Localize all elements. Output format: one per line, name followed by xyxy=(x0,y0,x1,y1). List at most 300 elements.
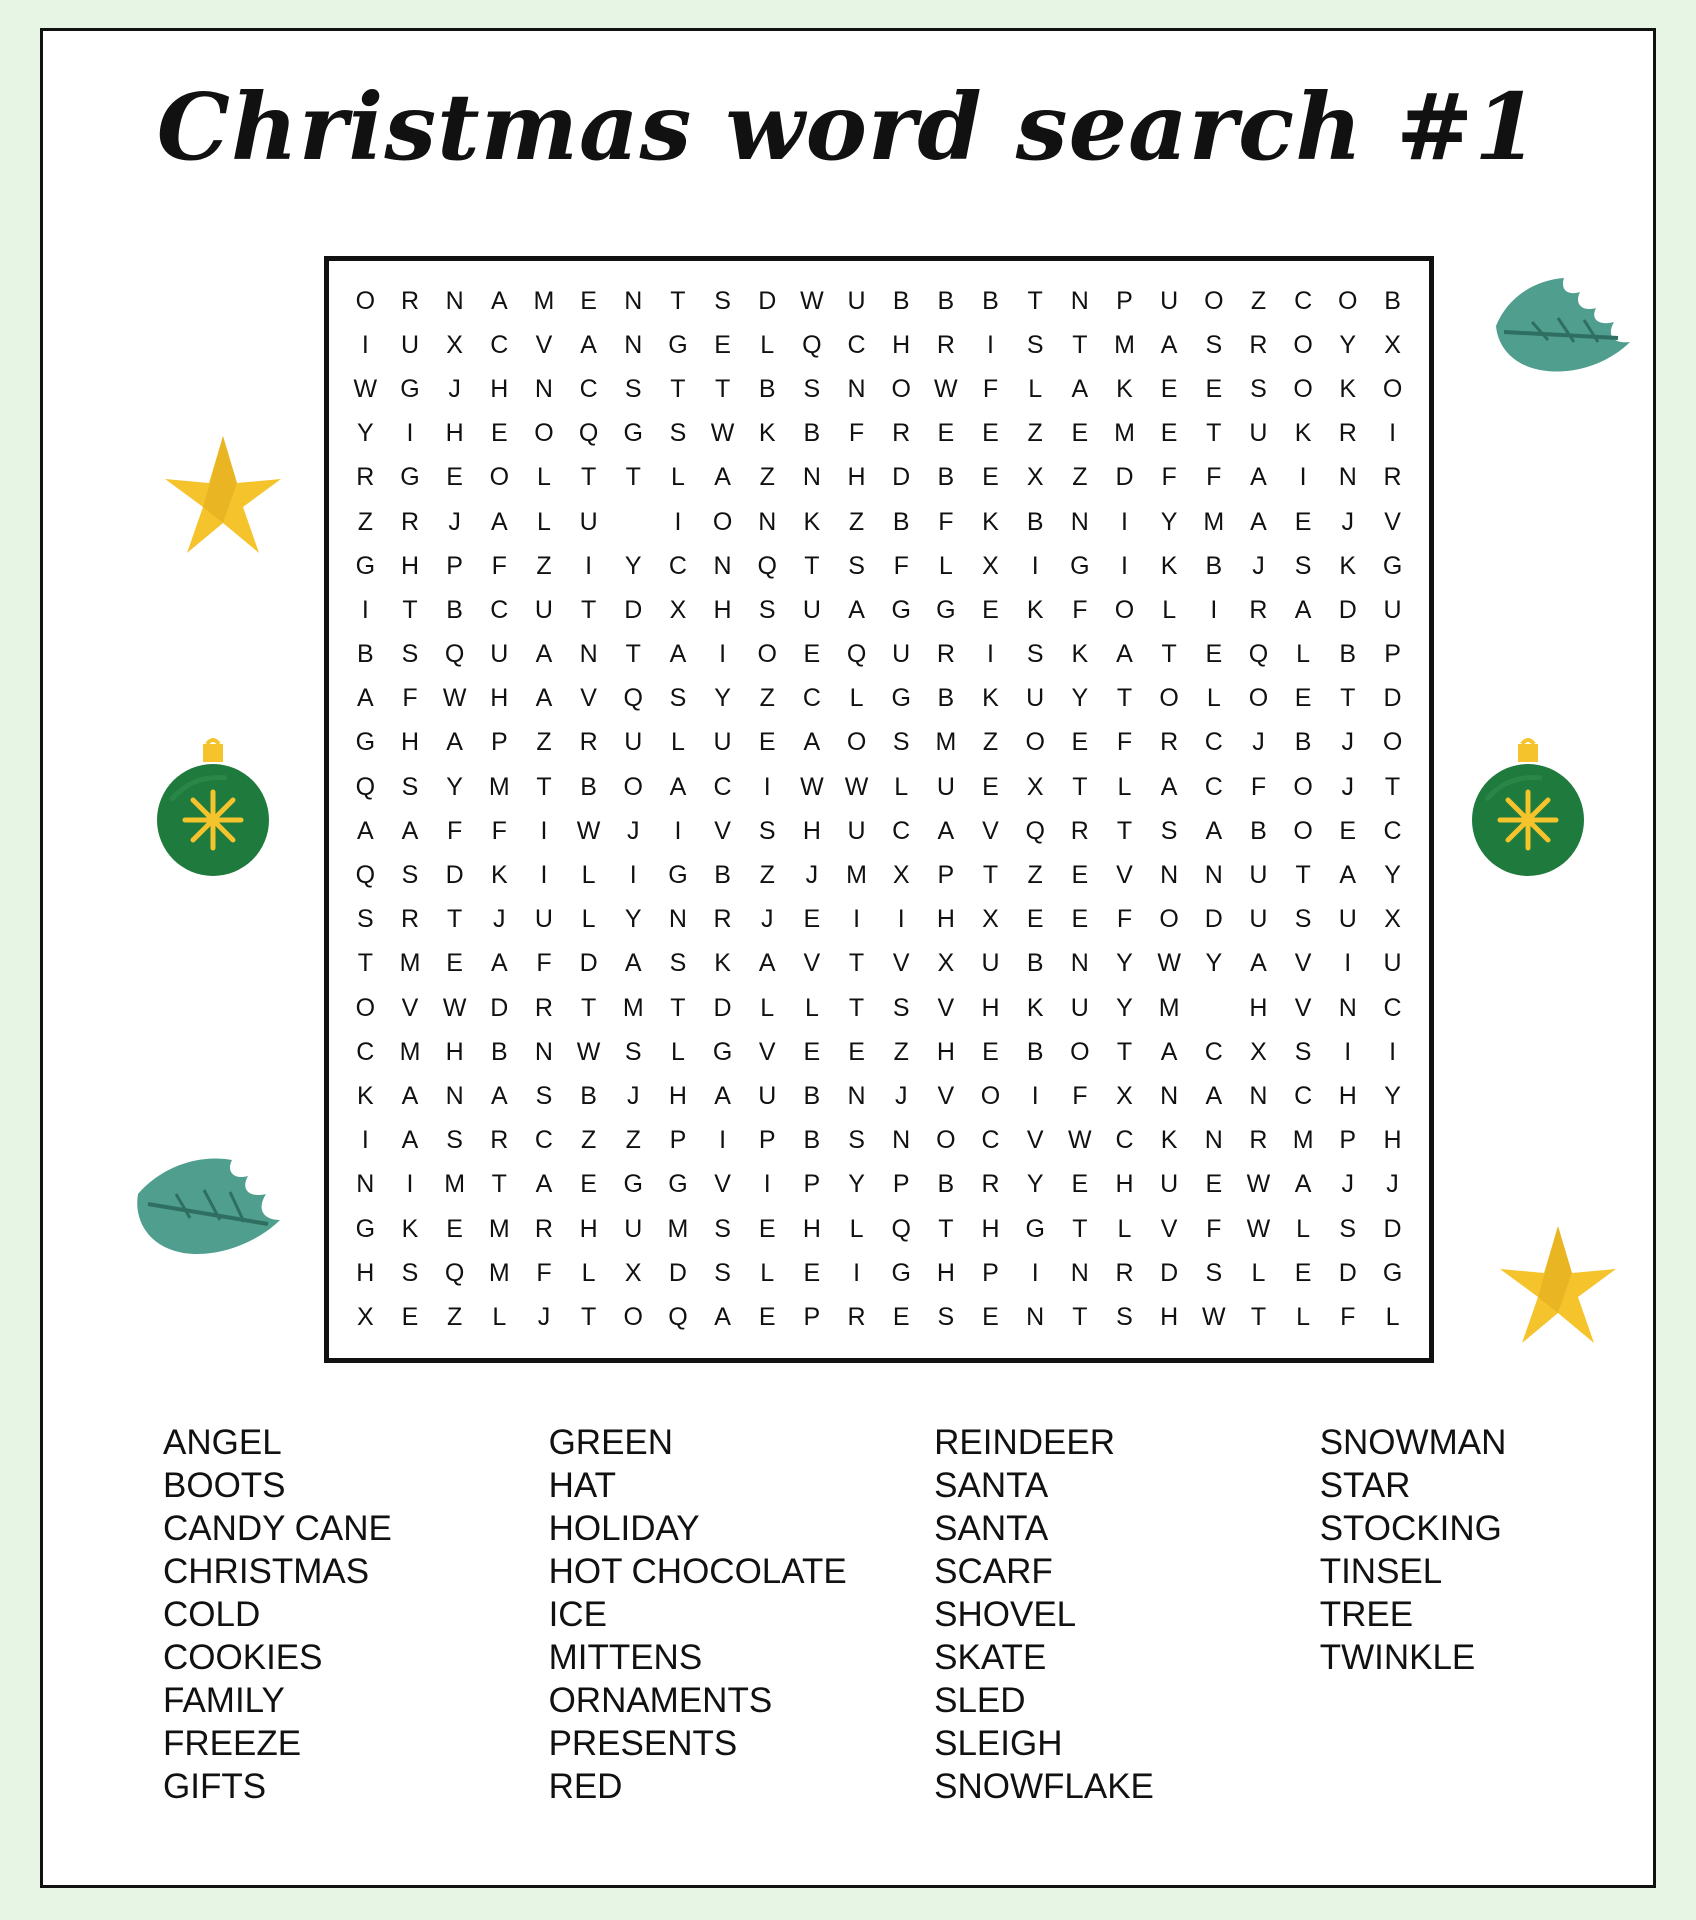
letter-cell[interactable]: E xyxy=(401,1302,419,1331)
letter-cell[interactable]: W xyxy=(576,816,601,845)
letter-cell[interactable]: M xyxy=(846,861,867,890)
letter-cell[interactable]: H xyxy=(490,684,509,713)
letter-cell[interactable]: F xyxy=(491,551,507,580)
letter-cell[interactable]: P xyxy=(892,1170,910,1199)
letter-cell[interactable] xyxy=(1191,986,1236,1030)
letter-cell[interactable]: Z xyxy=(536,551,552,580)
letter-cell[interactable]: N xyxy=(758,507,777,536)
letter-cell[interactable]: S xyxy=(1294,905,1312,934)
letter-cell[interactable]: O xyxy=(1248,684,1269,713)
letter-cell[interactable]: L xyxy=(760,1258,775,1287)
letter-cell[interactable]: L xyxy=(1117,1214,1132,1243)
letter-cell[interactable]: E xyxy=(1071,419,1089,448)
letter-cell[interactable]: K xyxy=(982,684,999,713)
letter-cell[interactable]: K xyxy=(1026,595,1044,624)
letter-cell[interactable]: L xyxy=(1296,1214,1311,1243)
letter-cell[interactable]: E xyxy=(446,1214,463,1243)
letter-cell[interactable]: U xyxy=(981,949,1000,978)
letter-cell[interactable]: Q xyxy=(355,861,376,890)
letter-cell[interactable]: A xyxy=(535,1170,553,1199)
letter-cell[interactable]: D xyxy=(1338,595,1357,624)
letter-cell[interactable]: X xyxy=(624,1258,642,1287)
letter-cell[interactable]: S xyxy=(1026,640,1044,669)
letter-cell[interactable]: I xyxy=(1031,1081,1039,1110)
letter-cell[interactable]: I xyxy=(719,1126,727,1155)
letter-cell[interactable]: V xyxy=(1160,1214,1178,1243)
letter-cell[interactable]: B xyxy=(892,507,910,536)
letter-cell[interactable]: E xyxy=(490,419,508,448)
letter-cell[interactable]: A xyxy=(490,507,508,536)
letter-cell[interactable]: C xyxy=(1204,728,1223,757)
letter-cell[interactable]: J xyxy=(1341,507,1355,536)
letter-cell[interactable]: H xyxy=(1115,1170,1134,1199)
letter-cell[interactable]: A xyxy=(937,816,955,845)
letter-cell[interactable]: C xyxy=(847,330,866,359)
letter-cell[interactable]: T xyxy=(580,1302,597,1331)
letter-cell[interactable]: M xyxy=(622,993,644,1022)
letter-cell[interactable]: R xyxy=(1338,419,1357,448)
letter-cell[interactable]: S xyxy=(892,728,910,757)
letter-cell[interactable]: K xyxy=(1026,993,1044,1022)
letter-cell[interactable]: T xyxy=(714,374,731,403)
word-list-item[interactable]: HAT xyxy=(548,1466,616,1505)
letter-cell[interactable]: M xyxy=(533,286,555,315)
letter-cell[interactable]: I xyxy=(1389,419,1397,448)
word-list-item[interactable]: RED xyxy=(548,1767,623,1806)
word-list-item[interactable]: SANTA xyxy=(934,1466,1049,1505)
letter-cell[interactable]: L xyxy=(849,1214,864,1243)
letter-cell[interactable]: D xyxy=(1383,684,1402,713)
letter-cell[interactable]: H xyxy=(1249,993,1268,1022)
letter-cell[interactable]: I xyxy=(540,816,548,845)
letter-cell[interactable]: H xyxy=(713,595,732,624)
letter-cell[interactable]: E xyxy=(580,1170,597,1199)
letter-cell[interactable]: L xyxy=(938,551,953,580)
letter-cell[interactable]: L xyxy=(804,993,819,1022)
letter-cell[interactable]: U xyxy=(847,816,866,845)
letter-cell[interactable]: K xyxy=(490,861,508,890)
letter-cell[interactable]: R xyxy=(981,1170,1000,1199)
letter-cell[interactable]: M xyxy=(1114,419,1135,448)
letter-cell[interactable]: T xyxy=(580,463,597,492)
letter-cell[interactable]: A xyxy=(535,684,553,713)
letter-cell[interactable]: X xyxy=(1250,1037,1267,1066)
letter-cell[interactable]: Q xyxy=(444,640,465,669)
letter-cell[interactable]: I xyxy=(763,1170,771,1199)
letter-cell[interactable]: O xyxy=(1382,728,1403,757)
letter-cell[interactable]: H xyxy=(981,1214,1000,1243)
letter-cell[interactable]: I xyxy=(853,905,861,934)
letter-cell[interactable]: F xyxy=(1206,463,1222,492)
letter-cell[interactable]: B xyxy=(937,463,955,492)
letter-cell[interactable]: N xyxy=(1070,507,1089,536)
letter-cell[interactable]: B xyxy=(490,1037,508,1066)
word-search-grid[interactable] xyxy=(324,256,1434,1363)
letter-cell[interactable]: J xyxy=(805,861,819,890)
letter-cell[interactable]: S xyxy=(1339,1214,1357,1243)
letter-cell[interactable]: G xyxy=(1070,551,1090,580)
letter-cell[interactable]: S xyxy=(714,286,731,315)
letter-cell[interactable]: Q xyxy=(623,684,643,713)
letter-cell[interactable]: H xyxy=(490,374,509,403)
letter-cell[interactable]: R xyxy=(847,1302,866,1331)
letter-cell[interactable]: J xyxy=(627,1081,640,1110)
letter-cell[interactable]: I xyxy=(361,330,369,359)
letter-cell[interactable]: W xyxy=(1201,1302,1226,1331)
letter-cell[interactable]: X xyxy=(982,905,999,934)
letter-cell[interactable]: C xyxy=(668,551,687,580)
letter-cell[interactable]: X xyxy=(669,595,687,624)
letter-cell[interactable]: B xyxy=(937,684,955,713)
letter-cell[interactable]: E xyxy=(1026,905,1044,934)
letter-cell[interactable]: N xyxy=(1160,1081,1179,1110)
letter-cell[interactable]: F xyxy=(1072,595,1088,624)
letter-cell[interactable]: E xyxy=(758,728,776,757)
letter-cell[interactable]: S xyxy=(624,374,642,403)
letter-cell[interactable]: O xyxy=(1114,595,1135,624)
letter-cell[interactable]: C xyxy=(579,374,598,403)
letter-cell[interactable]: L xyxy=(1028,374,1043,403)
letter-cell[interactable]: J xyxy=(1252,728,1265,757)
letter-cell[interactable]: S xyxy=(401,772,419,801)
letter-cell[interactable]: S xyxy=(758,816,776,845)
letter-cell[interactable]: S xyxy=(401,861,419,890)
letter-cell[interactable]: L xyxy=(760,330,775,359)
letter-cell[interactable]: A xyxy=(714,1081,731,1110)
letter-cell[interactable]: R xyxy=(1249,1126,1268,1155)
letter-cell[interactable]: U xyxy=(1249,861,1268,890)
letter-cell[interactable]: W xyxy=(710,419,735,448)
letter-cell[interactable]: I xyxy=(674,507,682,536)
letter-cell[interactable]: O xyxy=(1293,374,1313,403)
letter-cell[interactable]: T xyxy=(357,949,373,978)
letter-cell[interactable]: L xyxy=(1296,1302,1311,1331)
letter-cell[interactable]: U xyxy=(758,1081,777,1110)
letter-cell[interactable]: T xyxy=(1295,861,1311,890)
letter-cell[interactable]: N xyxy=(445,286,464,315)
letter-cell[interactable]: H xyxy=(981,993,1000,1022)
letter-cell[interactable]: B xyxy=(803,1081,821,1110)
letter-cell[interactable]: B xyxy=(1026,1037,1044,1066)
letter-cell[interactable]: D xyxy=(1338,1258,1357,1287)
letter-cell[interactable]: J xyxy=(894,1081,908,1110)
letter-cell[interactable]: C xyxy=(1383,816,1402,845)
letter-cell[interactable]: Z xyxy=(1250,286,1267,315)
letter-cell[interactable]: O xyxy=(1070,1037,1090,1066)
letter-cell[interactable]: U xyxy=(1249,905,1268,934)
letter-cell[interactable]: B xyxy=(803,419,821,448)
letter-cell[interactable]: F xyxy=(982,374,999,403)
letter-cell[interactable]: K xyxy=(1071,640,1089,669)
letter-cell[interactable]: M xyxy=(488,772,510,801)
letter-cell[interactable]: E xyxy=(1160,419,1178,448)
letter-cell[interactable]: U xyxy=(1338,905,1357,934)
letter-cell[interactable]: C xyxy=(356,1037,375,1066)
letter-cell[interactable]: Y xyxy=(714,684,731,713)
letter-cell[interactable]: O xyxy=(534,419,554,448)
word-list-item[interactable]: CANDY CANE xyxy=(163,1509,392,1548)
letter-cell[interactable]: A xyxy=(1294,595,1312,624)
letter-cell[interactable]: U xyxy=(1383,949,1402,978)
letter-cell[interactable]: R xyxy=(400,286,420,315)
letter-cell[interactable]: W xyxy=(442,993,467,1022)
letter-cell[interactable]: Q xyxy=(891,1214,911,1243)
letter-cell[interactable]: G xyxy=(355,728,376,757)
letter-cell[interactable]: Z xyxy=(580,1126,597,1155)
letter-cell[interactable]: O xyxy=(1293,816,1313,845)
letter-cell[interactable]: U xyxy=(579,507,598,536)
letter-cell[interactable]: S xyxy=(892,993,910,1022)
letter-cell[interactable]: O xyxy=(980,1081,1001,1110)
letter-cell[interactable]: M xyxy=(1292,1126,1314,1155)
letter-cell[interactable]: P xyxy=(1339,1126,1357,1155)
letter-cell[interactable]: F xyxy=(938,507,954,536)
letter-cell[interactable]: E xyxy=(714,330,731,359)
letter-cell[interactable]: T xyxy=(1250,1302,1267,1331)
letter-cell[interactable]: B xyxy=(580,1081,597,1110)
letter-cell[interactable]: J xyxy=(1341,1170,1355,1199)
word-list-item[interactable]: TREE xyxy=(1319,1595,1414,1634)
letter-cell[interactable]: K xyxy=(758,419,776,448)
letter-cell[interactable]: Y xyxy=(1071,684,1089,713)
letter-cell[interactable]: F xyxy=(1072,1081,1088,1110)
word-list-item[interactable]: COOKIES xyxy=(163,1638,323,1677)
letter-cell[interactable]: L xyxy=(581,861,596,890)
letter-cell[interactable]: U xyxy=(624,728,643,757)
letter-cell[interactable]: E xyxy=(982,772,999,801)
letter-cell[interactable]: S xyxy=(1294,551,1312,580)
letter-cell[interactable]: H xyxy=(936,1258,955,1287)
letter-cell[interactable]: Z xyxy=(625,1126,641,1155)
letter-cell[interactable]: S xyxy=(714,1258,731,1287)
letter-cell[interactable]: I xyxy=(585,551,593,580)
letter-cell[interactable]: R xyxy=(490,1126,509,1155)
letter-cell[interactable]: L xyxy=(1251,1258,1266,1287)
letter-cell[interactable]: I xyxy=(674,816,682,845)
letter-cell[interactable]: V xyxy=(982,816,999,845)
letter-cell[interactable]: F xyxy=(893,551,909,580)
letter-cell[interactable]: P xyxy=(669,1126,687,1155)
letter-cell[interactable]: P xyxy=(758,1126,776,1155)
letter-cell[interactable]: E xyxy=(937,419,955,448)
word-list-item[interactable]: FAMILY xyxy=(163,1681,285,1720)
letter-cell[interactable]: Q xyxy=(444,1258,465,1287)
letter-cell[interactable]: W xyxy=(353,374,378,403)
letter-cell[interactable]: G xyxy=(623,419,643,448)
letter-cell[interactable]: L xyxy=(1206,684,1221,713)
letter-cell[interactable]: F xyxy=(491,816,507,845)
letter-cell[interactable]: R xyxy=(936,640,955,669)
letter-cell[interactable]: Z xyxy=(1027,861,1043,890)
letter-cell[interactable]: C xyxy=(490,595,509,624)
letter-cell[interactable]: Y xyxy=(1116,993,1133,1022)
letter-cell[interactable]: L xyxy=(670,1037,685,1066)
letter-cell[interactable]: H xyxy=(579,1214,598,1243)
letter-cell[interactable]: N xyxy=(1249,1081,1268,1110)
letter-cell[interactable]: Q xyxy=(578,419,599,448)
letter-cell[interactable]: W xyxy=(576,1037,601,1066)
letter-cell[interactable]: S xyxy=(669,684,687,713)
letter-cell[interactable]: J xyxy=(448,507,461,536)
letter-cell[interactable]: W xyxy=(800,286,824,315)
word-list-item[interactable]: STAR xyxy=(1319,1466,1411,1505)
letter-cell[interactable]: Q xyxy=(802,330,822,359)
word-list-item[interactable]: GIFTS xyxy=(163,1767,267,1806)
letter-cell[interactable]: H xyxy=(892,330,911,359)
letter-cell[interactable]: O xyxy=(1025,728,1045,757)
letter-cell[interactable]: F xyxy=(1250,772,1267,801)
letter-cell[interactable]: J xyxy=(1341,772,1355,801)
letter-cell[interactable]: S xyxy=(848,551,865,580)
letter-cell[interactable]: Y xyxy=(1160,507,1178,536)
letter-cell[interactable]: N xyxy=(624,330,643,359)
letter-cell[interactable]: V xyxy=(937,1081,955,1110)
letter-cell[interactable]: N xyxy=(1204,861,1223,890)
letter-cell[interactable]: M xyxy=(488,1214,510,1243)
word-list-item[interactable]: GREEN xyxy=(548,1423,674,1462)
letter-cell[interactable]: H xyxy=(445,1037,464,1066)
letter-cell[interactable]: P xyxy=(490,728,508,757)
letter-cell[interactable]: Z xyxy=(982,728,999,757)
letter-cell[interactable]: T xyxy=(1206,419,1222,448)
letter-cell[interactable]: T xyxy=(1161,640,1177,669)
letter-cell[interactable]: X xyxy=(1026,772,1044,801)
letter-cell[interactable]: Z xyxy=(759,861,775,890)
letter-cell[interactable]: U xyxy=(624,1214,643,1243)
letter-cell[interactable]: D xyxy=(490,993,509,1022)
letter-cell[interactable]: I xyxy=(1121,507,1128,536)
letter-cell[interactable]: R xyxy=(579,728,598,757)
letter-cell[interactable]: V xyxy=(401,993,419,1022)
letter-cell[interactable]: U xyxy=(490,640,509,669)
letter-cell[interactable]: O xyxy=(936,1126,956,1155)
letter-cell[interactable]: A xyxy=(1160,330,1178,359)
letter-cell[interactable]: W xyxy=(1157,949,1181,978)
letter-cell[interactable]: I xyxy=(719,640,727,669)
letter-cell[interactable]: S xyxy=(848,1126,865,1155)
letter-cell[interactable]: M xyxy=(1203,507,1225,536)
word-list-item[interactable]: HOLIDAY xyxy=(548,1509,700,1548)
letter-cell[interactable]: S xyxy=(1116,1302,1133,1331)
letter-cell[interactable]: Z xyxy=(447,1302,463,1331)
letter-cell[interactable]: N xyxy=(1338,993,1357,1022)
letter-cell[interactable]: B xyxy=(892,286,910,315)
letter-cell[interactable]: N xyxy=(802,463,821,492)
letter-cell[interactable]: A xyxy=(1294,1170,1312,1199)
letter-cell[interactable]: R xyxy=(400,507,420,536)
word-list-item[interactable]: TWINKLE xyxy=(1319,1638,1476,1677)
letter-cell[interactable]: H xyxy=(1160,1302,1179,1331)
letter-cell[interactable]: N xyxy=(1338,463,1357,492)
letter-cell[interactable]: J xyxy=(627,816,640,845)
letter-cell[interactable]: Q xyxy=(668,1302,688,1331)
letter-cell[interactable]: E xyxy=(758,1214,776,1243)
letter-cell[interactable]: K xyxy=(714,949,731,978)
letter-cell[interactable]: E xyxy=(1071,861,1089,890)
letter-cell[interactable]: A xyxy=(356,684,374,713)
letter-cell[interactable]: U xyxy=(1383,595,1402,624)
letter-cell[interactable]: T xyxy=(1072,772,1088,801)
letter-cell[interactable]: T xyxy=(670,993,686,1022)
letter-cell[interactable]: R xyxy=(1249,330,1268,359)
letter-cell[interactable]: E xyxy=(803,1258,821,1287)
letter-cell[interactable]: V xyxy=(535,330,553,359)
letter-cell[interactable]: N xyxy=(847,374,866,403)
letter-cell[interactable]: T xyxy=(1384,772,1401,801)
letter-cell[interactable]: T xyxy=(580,595,597,624)
letter-cell[interactable]: T xyxy=(402,595,418,624)
letter-cell[interactable]: R xyxy=(713,905,732,934)
letter-cell[interactable]: S xyxy=(1160,816,1178,845)
letter-cell[interactable]: S xyxy=(1205,330,1223,359)
letter-cell[interactable]: T xyxy=(1116,684,1133,713)
letter-cell[interactable]: T xyxy=(1072,330,1088,359)
letter-cell[interactable]: V xyxy=(714,816,731,845)
letter-cell[interactable]: E xyxy=(892,1302,910,1331)
letter-cell[interactable]: S xyxy=(401,1258,419,1287)
letter-cell[interactable]: B xyxy=(982,286,999,315)
letter-cell[interactable]: A xyxy=(1339,861,1357,890)
letter-cell[interactable]: I xyxy=(406,1170,414,1199)
letter-cell[interactable]: O xyxy=(355,993,376,1022)
word-list-item[interactable]: SNOWMAN xyxy=(1319,1423,1507,1462)
letter-cell[interactable]: Y xyxy=(1116,949,1133,978)
letter-cell[interactable]: U xyxy=(936,772,955,801)
letter-cell[interactable]: N xyxy=(534,374,553,403)
letter-cell[interactable]: G xyxy=(712,1037,733,1066)
letter-cell[interactable]: I xyxy=(987,640,994,669)
letter-cell[interactable]: W xyxy=(934,374,958,403)
letter-cell[interactable]: F xyxy=(1116,728,1133,757)
letter-cell[interactable]: H xyxy=(1338,1081,1357,1110)
letter-cell[interactable]: E xyxy=(1294,507,1312,536)
letter-cell[interactable]: F xyxy=(402,684,418,713)
letter-cell[interactable]: N xyxy=(1070,1258,1089,1287)
letter-cell[interactable]: O xyxy=(757,640,777,669)
letter-cell[interactable]: R xyxy=(1249,595,1268,624)
letter-cell[interactable]: N xyxy=(847,1081,866,1110)
letter-cell[interactable]: B xyxy=(1339,640,1357,669)
letter-cell[interactable]: K xyxy=(982,507,999,536)
letter-cell[interactable]: F xyxy=(848,419,865,448)
letter-cell[interactable]: U xyxy=(1249,419,1268,448)
letter-cell[interactable]: T xyxy=(848,993,865,1022)
letter-cell[interactable]: D xyxy=(1204,905,1223,934)
letter-cell[interactable]: A xyxy=(446,728,463,757)
letter-cell[interactable] xyxy=(611,500,656,544)
letter-cell[interactable]: N xyxy=(713,551,732,580)
letter-cell[interactable]: G xyxy=(891,595,911,624)
letter-cell[interactable]: X xyxy=(1384,905,1401,934)
letter-cell[interactable]: G xyxy=(891,1258,911,1287)
letter-cell[interactable]: N xyxy=(1070,286,1089,315)
letter-cell[interactable]: I xyxy=(540,861,548,890)
letter-cell[interactable]: F xyxy=(1206,1214,1222,1243)
letter-cell[interactable]: B xyxy=(1026,949,1044,978)
letter-cell[interactable]: O xyxy=(623,772,643,801)
letter-cell[interactable]: Q xyxy=(1248,640,1269,669)
letter-cell[interactable]: O xyxy=(623,1302,643,1331)
letter-cell[interactable]: U xyxy=(847,286,866,315)
letter-cell[interactable]: L xyxy=(581,905,596,934)
letter-cell[interactable]: R xyxy=(356,463,375,492)
letter-cell[interactable]: W xyxy=(1246,1214,1271,1243)
letter-cell[interactable]: K xyxy=(401,1214,419,1243)
letter-cell[interactable]: Y xyxy=(1384,861,1401,890)
letter-cell[interactable]: L xyxy=(537,507,551,536)
letter-cell[interactable]: B xyxy=(446,595,463,624)
letter-cell[interactable]: B xyxy=(803,1126,821,1155)
